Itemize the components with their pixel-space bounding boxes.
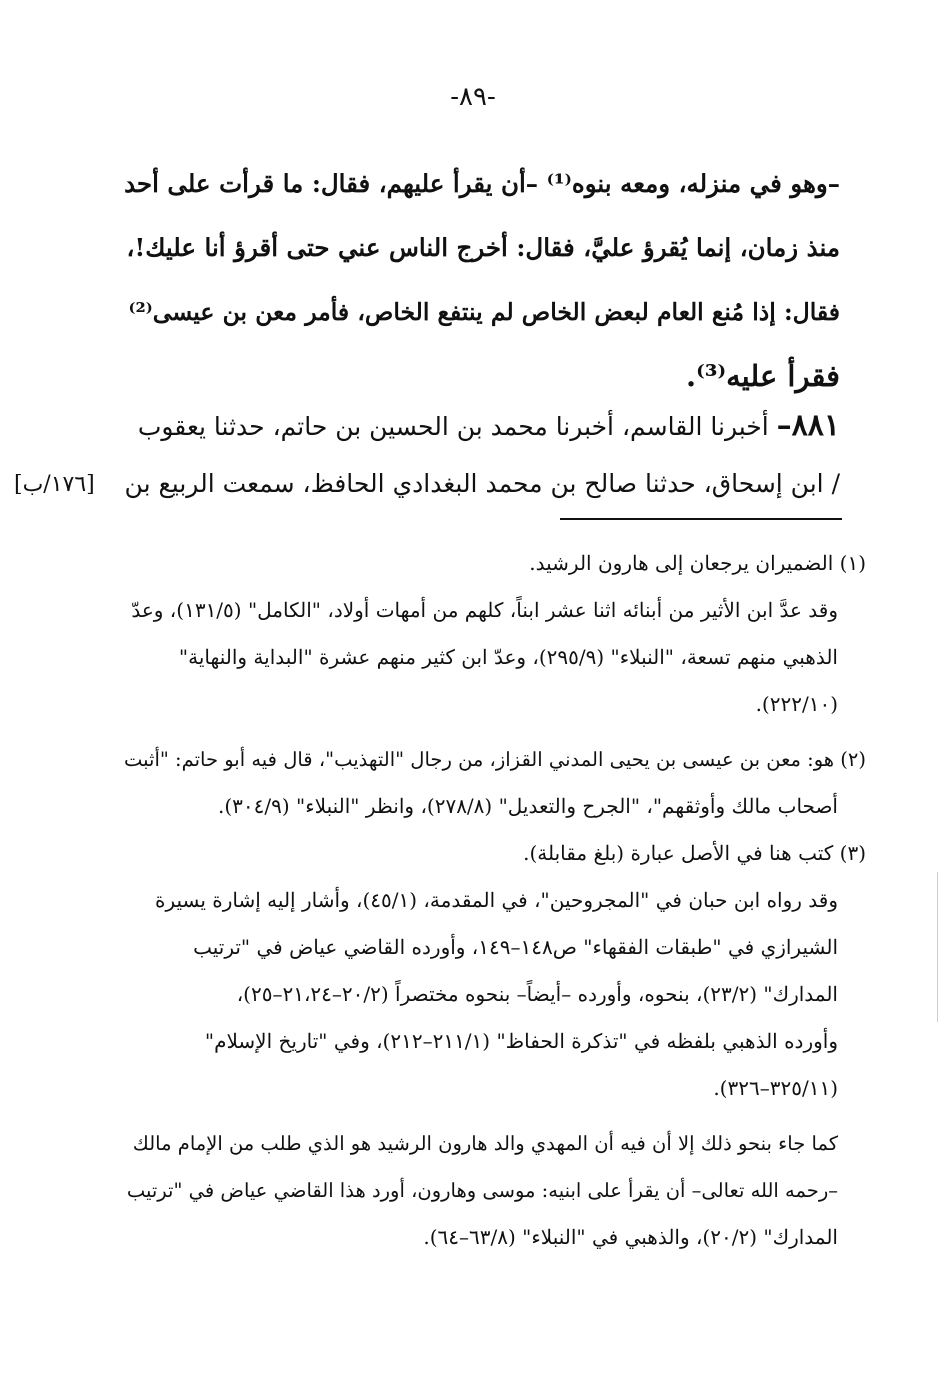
footnote-3 xyxy=(118,830,866,1112)
hadith-entry xyxy=(118,397,840,513)
scan-edge-line xyxy=(937,872,938,1022)
page-number: -٨٩- xyxy=(450,82,496,112)
footnotes xyxy=(118,540,866,1261)
hadith-number: ٨٨١– xyxy=(776,408,840,443)
footnote-2 xyxy=(118,736,866,830)
footnote-line: (٢) هو: معن بن عيسى بن يحيى المدني القزاز، من رجال "التهذيب"، قال فيه أبو حاتم: "أثبت xyxy=(124,748,866,771)
folio-reference: [١٧٦/ب] xyxy=(14,472,95,497)
footnote-line: –رحمه الله تعالى– أن يقرأ على ابنيه: موسى وهارون، أورد هذا القاضي عياض في "ترتيب xyxy=(126,1179,838,1202)
footnote-line: (١) الضميران يرجعان إلى هارون الرشيد. xyxy=(529,551,866,575)
footnote-line: كما جاء بنحو ذلك إلا أن فيه أن المهدي والد هارون الرشيد هو الذي طلب من الإمام مالك xyxy=(132,1132,838,1155)
footnote-line: المدارك" (٢٠/٢)، والذهبي في "النبلاء" (٦٣/٨–٦٤). xyxy=(423,1225,838,1249)
footnote-line: (٢٢٢/١٠). xyxy=(755,692,838,716)
footnote-1 xyxy=(118,540,866,728)
main-text-line: فقال: إذا مُنع العام لبعض الخاص لم ينتفع الخاص، فأمر معن بن عيسى⁽²⁾ xyxy=(128,298,840,326)
footnote-separator xyxy=(560,518,842,520)
footnote-line: أصحاب مالك وأوثقهم"، "الجرح والتعديل" (٢٧٨/٨)، وانظر "النبلاء" (٣٠٤/٩). xyxy=(218,794,838,818)
main-text-line: منذ زمان، إنما يُقرؤ عليَّ، فقال: أخرج الناس عني حتى أقرؤ أنا عليك!، xyxy=(126,233,840,262)
footnote-line: وقد عدَّ ابن الأثير من أبنائه اثنا عشر ابناً، كلهم من أمهات أولاد، "الكامل" (١٣١/٥)، وعدّ xyxy=(131,598,838,622)
main-text xyxy=(118,152,840,408)
footnote-line: وأورده الذهبي بلفظه في "تذكرة الحفاظ" (٢١١/١–٢١٢)، وفي "تاريخ الإسلام" xyxy=(204,1029,838,1053)
footnote-line: (٣) كتب هنا في الأصل عبارة (بلغ مقابلة). xyxy=(523,841,866,865)
footnote-line: الشيرازي في "طبقات الفقهاء" ص١٤٨–١٤٩، وأورده القاضي عياض في "ترتيب xyxy=(193,935,838,959)
footnote-line: وقد رواه ابن حبان في "المجروحين"، في المقدمة، (٤٥/١)، وأشار إليه إشارة يسيرة xyxy=(154,888,838,912)
footnote-line: الذهبي منهم تسعة، "النبلاء" (٢٩٥/٩)، وعدّ ابن كثير منهم عشرة "البداية والنهاية" xyxy=(178,645,838,669)
footnote-line: المدارك" (٢٣/٢)، بنحوه، وأورده –أيضاً– بنحوه مختصراً (٢٠/٢–٢١،٢٤–٢٥)، xyxy=(236,982,838,1006)
hadith-text: أخبرنا القاسم، أخبرنا محمد بن الحسين بن حاتم، حدثنا يعقوب xyxy=(137,412,769,441)
main-text-line: فقرأ عليه⁽³⁾. xyxy=(686,359,840,393)
hadith-line: / ابن إسحاق، حدثنا صالح بن محمد البغدادي الحافظ، سمعت الربيع بن xyxy=(124,469,840,498)
footnote-line: (٣٢٥/١١–٣٢٦). xyxy=(713,1076,838,1100)
main-text-line: –وهو في منزله، ومعه بنوه⁽¹⁾ –أن يقرأ عليهم، فقال: ما قرأت على أحد xyxy=(124,169,840,198)
hadith-line xyxy=(118,397,840,455)
footnote-3-continued xyxy=(118,1120,866,1261)
